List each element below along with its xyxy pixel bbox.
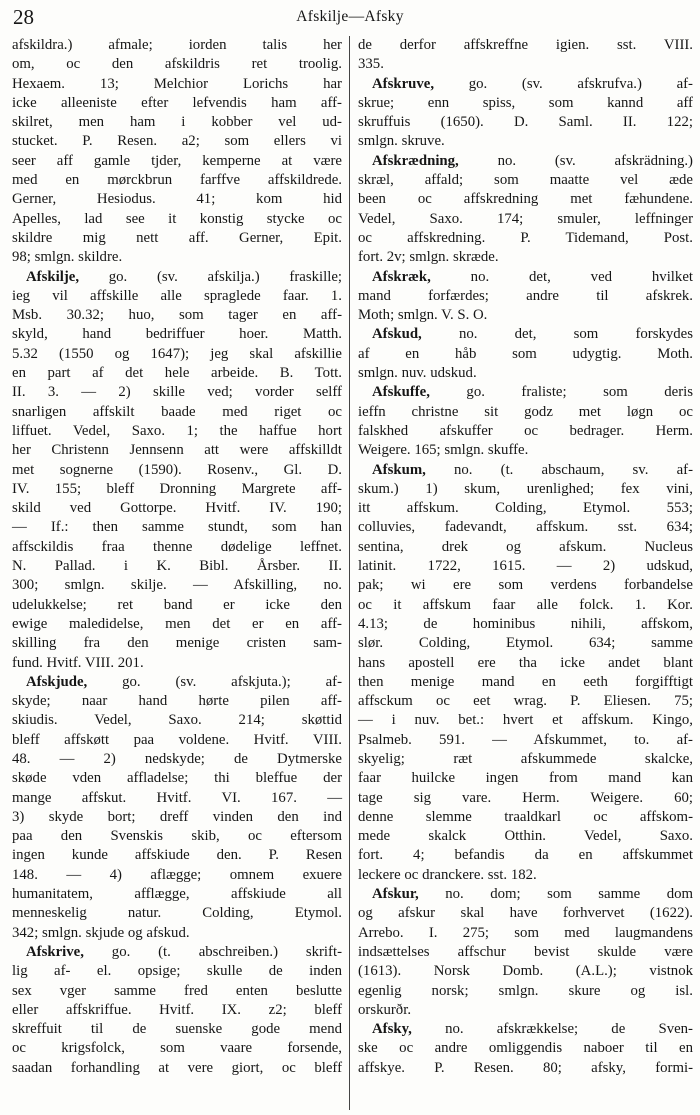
- line-text: humanitatem, afflægge, affskiude all: [12, 886, 342, 903]
- line-text: Arrebo. I. 275; som med laugmandens: [358, 924, 693, 941]
- text-line: [358, 441, 693, 460]
- line-text: denne slemme traaldkarl oc affskom-: [358, 808, 693, 825]
- text-line: [12, 325, 342, 344]
- line-text: bleff affskøtt paa voldene. Hvitf. VIII.: [12, 731, 342, 748]
- line-text: skildre mig nett aff. Gerner, Epit.: [12, 229, 342, 246]
- text-line: [358, 499, 693, 518]
- line-text: lig af- el. opsige; skulle de inden: [12, 963, 342, 980]
- line-text: go. (t. abschreiben.) skrift-: [83, 943, 342, 960]
- line-text: affsckildis fraa thenne dødelige leffnet.: [12, 538, 342, 555]
- text-line: [358, 75, 693, 94]
- line-text: skilret, men ham i kobber vel ud-: [12, 114, 342, 131]
- headword: Afskrædning,: [372, 152, 459, 169]
- text-line: [12, 422, 342, 441]
- line-text: no. det, som forskydes: [421, 326, 693, 343]
- text-line: [358, 538, 693, 557]
- line-text: liffuet. Vedel, Saxo. 1; the haffue hort: [12, 422, 342, 439]
- text-line: [358, 654, 693, 673]
- line-text: 3) skyde bort; dreff vinden den ind: [12, 808, 342, 825]
- line-text: leckere oc dranckere. sst. 182.: [358, 866, 537, 883]
- text-line: [358, 480, 693, 499]
- line-text: 4.13; de hominibus nihili, affskom,: [358, 615, 693, 632]
- line-text: med en mørckbrun farffve affskildrede.: [12, 172, 342, 189]
- headword: Afskjude,: [26, 673, 88, 690]
- text-line: [358, 210, 693, 229]
- text-line: [358, 1039, 693, 1058]
- line-text: indsættelses affschur bevist skulde være: [358, 943, 693, 960]
- line-text: Hexaem. 13; Melchior Lorichs har: [12, 75, 342, 92]
- line-text: go. (sv. afskilja.) fraskille;: [79, 268, 342, 285]
- line-text: paa den Svenskis skib, oc eftersom: [12, 828, 342, 845]
- line-text: Gerner, Hesiodus. 41; kom hid: [12, 191, 342, 208]
- text-line: [12, 846, 342, 865]
- text-line: [12, 306, 342, 325]
- text-line: [12, 345, 342, 364]
- line-text: faar huilcke ingen from mand kan: [358, 770, 693, 787]
- text-line: [358, 692, 693, 711]
- line-text: sentina, drek og afskum. Nucleus: [358, 538, 693, 555]
- text-line: [12, 55, 342, 74]
- line-text: skilling fra den menige cristen sam-: [12, 635, 342, 652]
- line-text: — i nuv. bet.: hvert et affskum. Kingo,: [358, 712, 693, 729]
- line-text: mange affskut. Hvitf. VI. 167. —: [12, 789, 342, 806]
- text-line: [358, 132, 693, 151]
- text-line: [358, 827, 693, 846]
- line-text: hans apostell ere tha icke andet blant: [358, 654, 693, 671]
- text-line: [358, 325, 693, 344]
- line-text: Vedel, Saxo. 174; smuler, leffninger: [358, 210, 693, 227]
- line-text: Apelles, lad see it konstig stycke oc: [12, 210, 342, 227]
- line-text: mand forfærdes; andre til afskrek.: [358, 287, 693, 304]
- text-line: [12, 1020, 342, 1039]
- text-line: [358, 615, 693, 634]
- line-text: skyde; naar hand hørte pilen aff-: [12, 693, 342, 710]
- text-line: [358, 1059, 693, 1078]
- line-text: skrue; enn spiss, som kannd aff: [358, 94, 693, 111]
- line-text: go. (sv. afskrufva.) af-: [434, 75, 693, 92]
- text-line: [358, 576, 693, 595]
- line-text: 335.: [358, 56, 384, 73]
- text-line: [12, 190, 342, 209]
- line-text: go. fraliste; som deris: [429, 384, 693, 401]
- text-line: [12, 36, 342, 55]
- text-line: [12, 904, 342, 923]
- line-text: affsckum oc eet wrag. P. Eliesen. 75;: [358, 693, 693, 710]
- text-line: [12, 943, 342, 962]
- text-line: [12, 461, 342, 480]
- line-text: no. (t. abschaum, sv. af-: [425, 461, 693, 478]
- text-line: [12, 229, 342, 248]
- line-text: stucket. P. Resen. a2; som ellers vi: [12, 133, 342, 150]
- text-line: [12, 480, 342, 499]
- line-text: skyld, hand bedriffuer hoer. Matth.: [12, 326, 342, 343]
- text-line: [358, 229, 693, 248]
- left-column: [12, 36, 342, 1078]
- text-line: [358, 36, 693, 55]
- line-text: fund. Hvitf. VIII. 201.: [12, 654, 144, 671]
- line-text: 48. — 2) nedskyde; de Dytmerske: [12, 750, 342, 767]
- text-line: [12, 769, 342, 788]
- line-text: skyelig; ræt afskummede skalcke,: [358, 750, 693, 767]
- line-text: ieg vil affskille alle spraglede faar. 1.: [12, 287, 342, 304]
- text-line: [12, 576, 342, 595]
- line-text: smlgn. nuv. udskud.: [358, 365, 477, 382]
- text-line: [358, 268, 693, 287]
- text-line: [12, 692, 342, 711]
- text-line: [12, 982, 342, 1001]
- line-text: latinit. 1722, 1615. — 2) udskud,: [358, 558, 693, 575]
- text-line: [12, 518, 342, 537]
- text-line: [12, 596, 342, 615]
- line-text: de derfor affskreffne igien. sst. VIII.: [358, 37, 693, 53]
- text-line: [12, 538, 342, 557]
- line-text: ske oc andre omliggendis naboer til en: [358, 1040, 693, 1057]
- text-line: [12, 248, 342, 267]
- headword: Afskur,: [372, 886, 419, 903]
- text-line: [358, 557, 693, 576]
- text-line: [12, 615, 342, 634]
- line-text: Psalmeb. 591. — Afskummet, to. af-: [358, 731, 693, 748]
- line-text: met sognerne (1590). Rosenv., Gl. D.: [12, 461, 342, 478]
- text-line: [358, 55, 693, 74]
- text-line: [358, 190, 693, 209]
- text-line: [12, 499, 342, 518]
- text-line: [358, 171, 693, 190]
- line-text: ieffn christne sit godz met løgn oc: [358, 403, 693, 420]
- line-text: mede skalck Otthin. Vedel, Saxo.: [358, 828, 693, 845]
- text-line: [358, 808, 693, 827]
- text-line: [358, 943, 693, 962]
- line-text: ingen kunde affskiude den. P. Resen: [12, 847, 342, 864]
- text-line: [358, 94, 693, 113]
- text-line: [12, 364, 342, 383]
- text-line: [358, 461, 693, 480]
- line-text: skruffuis (1650). D. Saml. II. 122;: [358, 114, 693, 131]
- line-text: egenlig norsk; smlgn. skure og isl.: [358, 982, 693, 999]
- text-line: [12, 711, 342, 730]
- text-line: [12, 731, 342, 750]
- text-line: [358, 287, 693, 306]
- line-text: tage sig vare. Herm. Weigere. 60;: [358, 789, 693, 806]
- text-line: [358, 711, 693, 730]
- text-line: [358, 1020, 693, 1039]
- text-line: [358, 846, 693, 865]
- text-line: [12, 75, 342, 94]
- line-text: N. Pallad. i K. Bibl. Årsber. II.: [12, 558, 342, 575]
- text-line: [358, 982, 693, 1001]
- line-text: ewige maledidelse, men det er en aff-: [12, 615, 342, 632]
- text-line: [358, 769, 693, 788]
- text-line: [358, 422, 693, 441]
- headword: Afsky,: [372, 1021, 412, 1038]
- text-line: [358, 403, 693, 422]
- line-text: skiudis. Vedel, Saxo. 214; skøttid: [12, 712, 342, 729]
- line-text: no. afskrækkelse; de Sven-: [411, 1021, 693, 1038]
- text-line: [358, 924, 693, 943]
- text-line: [12, 557, 342, 576]
- line-text: eller affskriffue. Hvitf. IX. z2; bleff: [12, 1001, 342, 1018]
- headword: Afskræk,: [372, 268, 431, 285]
- text-line: [12, 441, 342, 460]
- line-text: om, oc den afskildris ret troolig.: [12, 56, 342, 73]
- line-text: Msb. 30.32; huo, som tager en aff-: [12, 307, 342, 324]
- line-text: orskurðr.: [358, 1001, 412, 1018]
- line-text: skøde vden affladelse; thi bleffue der: [12, 770, 342, 787]
- line-text: skræl, affald; som maatte vel æde: [358, 172, 693, 189]
- text-line: [12, 924, 342, 943]
- headword: Afskrive,: [26, 943, 84, 960]
- line-text: smlgn. skruve.: [358, 133, 445, 150]
- text-line: [12, 113, 342, 132]
- line-text: II. 3. — 2) skille ved; vorder selff: [12, 384, 342, 401]
- line-text: 148. — 4) aflægge; omnem exuere: [12, 866, 342, 883]
- line-text: af en håb som udygtig. Moth.: [358, 345, 693, 362]
- line-text: saadan forhandling at vere giort, oc bleff: [12, 1059, 342, 1076]
- running-title: Afskilje—Afsky: [296, 8, 404, 25]
- text-line: [358, 866, 693, 885]
- text-line: [12, 808, 342, 827]
- line-text: fort. 4; befandis da en affskummet: [358, 847, 693, 864]
- line-text: 98; smlgn. skildre.: [12, 249, 123, 266]
- text-line: [358, 904, 693, 923]
- line-text: 5.32 (1550 og 1647); jeg skal afskillie: [12, 345, 342, 362]
- column-divider: [349, 36, 350, 1110]
- page-header: [0, 0, 700, 32]
- text-line: [12, 673, 342, 692]
- text-line: [12, 634, 342, 653]
- headword: Afskud,: [372, 326, 422, 343]
- line-text: go. (sv. afskjuta.); af-: [87, 673, 342, 690]
- headword: Afskuffe,: [372, 384, 430, 401]
- line-text: been oc affskredning met fæhundene.: [358, 191, 693, 208]
- headword: Afskilje,: [26, 268, 80, 285]
- right-column: [358, 36, 693, 1078]
- line-text: her Christenn Jennsenn att were affskilldt: [12, 442, 342, 459]
- text-line: [12, 94, 342, 113]
- line-text: oc krigsfolck, som vaare forsende,: [12, 1040, 342, 1057]
- line-text: falskhed afskuffer oc bedrager. Herm.: [358, 422, 693, 439]
- text-line: [358, 518, 693, 537]
- text-line: [358, 596, 693, 615]
- line-text: sex vger samme fred enten beslutte: [12, 982, 342, 999]
- line-text: og afskur skal have forhvervet (1622).: [358, 905, 693, 922]
- line-text: oc it affskum faar alle folck. 1. Kor.: [358, 596, 693, 613]
- text-line: [358, 364, 693, 383]
- text-line: [358, 673, 693, 692]
- line-text: menneskelig natur. Colding, Etymol.: [12, 905, 342, 922]
- line-text: — If.: then samme stundt, som han: [12, 519, 342, 536]
- text-line: [358, 383, 693, 402]
- text-line: [12, 789, 342, 808]
- line-text: skild ved Gottorpe. Hvitf. IV. 190;: [12, 500, 342, 517]
- line-text: pak; wi ere som verdens forbandelse: [358, 577, 693, 594]
- text-line: [12, 654, 342, 673]
- line-text: en part af det hele arbeide. B. Tott.: [12, 365, 342, 382]
- headword: Afskum,: [372, 461, 426, 478]
- line-text: colluvies, fadevandt, affskum. sst. 634;: [358, 519, 693, 536]
- line-text: 300; smlgn. skilje. — Afskilling, no.: [12, 577, 342, 594]
- text-line: [358, 962, 693, 981]
- text-line: [12, 1059, 342, 1078]
- line-text: slør. Colding, Etymol. 634; samme: [358, 635, 693, 652]
- line-text: Weigere. 165; smlgn. skuffe.: [358, 442, 529, 459]
- text-line: [12, 1001, 342, 1020]
- line-text: no. (sv. afskrädning.): [458, 152, 693, 169]
- text-line: [12, 152, 342, 171]
- line-text: (1613). Norsk Domb. (A.L.); vistnok: [358, 963, 693, 980]
- text-line: [358, 113, 693, 132]
- text-line: [12, 750, 342, 769]
- line-text: snarligen affskilt baade med riget oc: [12, 403, 342, 420]
- text-line: [12, 383, 342, 402]
- text-line: [358, 634, 693, 653]
- line-text: skreffuit til de suenske gode mend: [12, 1021, 342, 1038]
- text-line: [12, 1039, 342, 1058]
- line-text: IV. 155; bleff Dronning Margrete aff-: [12, 480, 342, 497]
- page-number: 28: [13, 5, 34, 29]
- text-line: [358, 345, 693, 364]
- text-line: [12, 268, 342, 287]
- text-line: [12, 962, 342, 981]
- text-line: [358, 789, 693, 808]
- line-text: udelukkelse; ret band er icke den: [12, 596, 342, 613]
- text-line: [12, 403, 342, 422]
- text-line: [358, 248, 693, 267]
- text-line: [12, 827, 342, 846]
- text-line: [12, 885, 342, 904]
- text-line: [12, 287, 342, 306]
- text-line: [358, 885, 693, 904]
- text-line: [358, 750, 693, 769]
- text-line: [358, 1001, 693, 1020]
- text-line: [358, 731, 693, 750]
- text-line: [12, 866, 342, 885]
- line-text: icke alleeniste efter lefvendis ham aff-: [12, 94, 342, 111]
- headword: Afskruve,: [372, 75, 435, 92]
- line-text: seer aff gamle tjder, kemperne at være: [12, 152, 342, 169]
- text-line: [12, 171, 342, 190]
- line-text: fort. 2v; smlgn. skræde.: [358, 249, 499, 266]
- line-text: itt affskum. Colding, Etymol. 553;: [358, 500, 693, 517]
- line-text: 342; smlgn. skjude og afskud.: [12, 924, 190, 941]
- line-text: then menige mand en eeth forgifftigt: [358, 673, 693, 690]
- line-text: oc affskredning. P. Tidemand, Post.: [358, 229, 693, 246]
- text-line: [12, 210, 342, 229]
- line-text: affskye. P. Resen. 80; afsky, formi-: [358, 1059, 693, 1076]
- line-text: no. dom; som samme dom: [418, 886, 693, 903]
- text-line: [358, 306, 693, 325]
- text-line: [358, 152, 693, 171]
- line-text: no. det, ved hvilket: [430, 268, 693, 285]
- line-text: afskildra.) afmale; iorden talis her: [12, 37, 342, 53]
- line-text: skum.) 1) skum, urenlighed; fex vini,: [358, 480, 693, 497]
- line-text: Moth; smlgn. V. S. O.: [358, 307, 488, 324]
- text-line: [12, 132, 342, 151]
